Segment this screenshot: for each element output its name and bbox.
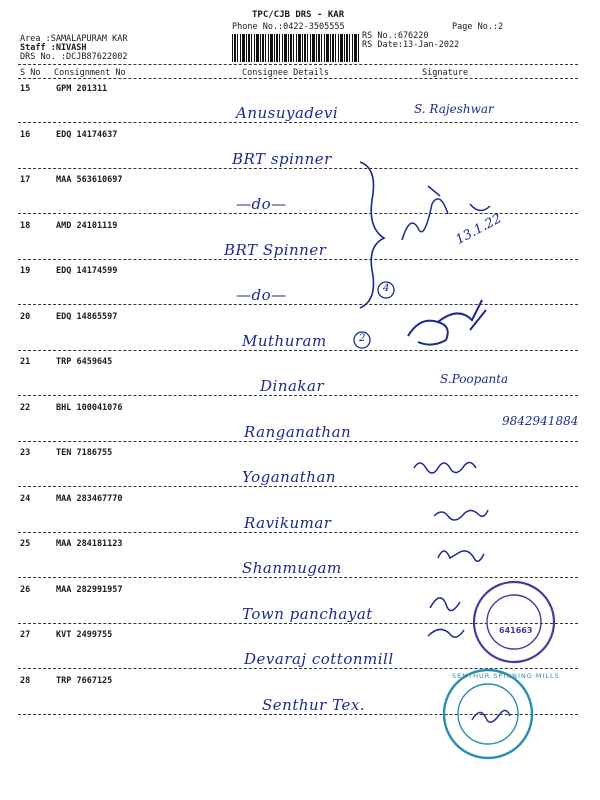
row-consignment-no: TEN 7186755 [56,448,113,458]
col-header-consignment: Consignment No [54,68,126,78]
stamp-code: 641663 [499,626,533,635]
row-consignee-handwritten: Anusuyadevi [236,104,339,122]
row-consignment-no: KVT 2499755 [56,630,113,640]
scribble-signature-6 [428,598,464,637]
row-consignment-no: MAA 563610697 [56,175,123,185]
col-header-sno: S No [20,68,41,78]
drs-number: DRS No. :DCJB87622002 [20,52,128,62]
row-sno: 27 [20,630,31,640]
phone-number: Phone No.:0422-3505555 [232,22,345,32]
row-consignee-handwritten: —do— [236,195,287,213]
row-consignment-no: EDQ 14865597 [56,311,118,322]
town-panchayat-stamp [474,582,554,662]
row-consignee-handwritten: Ranganathan [244,422,352,441]
staff-label: Staff :NIVASH [20,43,87,53]
scribble-signature-5 [438,551,484,561]
row-signature: S. Rajeshwar [414,102,494,116]
row-consignee-handwritten: Dinakar [260,377,325,395]
row-sno: 16 [20,129,31,140]
row-consignee-handwritten: Devaraj cottonmill [244,650,394,668]
row-sno: 17 [20,175,31,185]
row-sno: 18 [20,220,31,231]
row-sno: 19 [20,266,31,276]
area-label: Area :SAMALAPURAM KAR [20,34,128,44]
row-sno: 21 [20,357,31,367]
row-consignment-no: EDQ 14174599 [56,266,118,276]
row-consignee-handwritten: —do— [236,286,287,304]
row-consignee-handwritten: BRT spinner [232,149,332,168]
row-sno: 25 [20,539,31,549]
row-sno: 15 [20,84,31,94]
rs-number: RS No.:676220 [362,31,429,41]
group-count-mark: 4 [383,283,390,294]
row-sno: 26 [20,584,31,595]
row-sno: 24 [20,493,31,504]
col-header-consignee: Consignee Details [242,68,329,78]
col-header-signature: Signature [422,68,469,78]
row-consignee-handwritten: Shanmugam [242,559,342,577]
row-consignee-handwritten: Senthur Tex. [262,695,366,714]
row-consignment-no: MAA 284181123 [56,539,123,549]
row-consignment-no: TRP 7667125 [56,675,113,686]
row-consignment-no: MAA 282991957 [56,584,123,595]
delivery-date-note: 13.1.22 [453,211,505,248]
row-consignment-no: AMD 24101119 [56,220,118,231]
row-consignment-no: MAA 283467770 [56,493,123,504]
scribble-signature-2 [408,300,486,345]
row-consignee-handwritten: BRT Spinner [224,240,327,259]
row-consignment-no: EDQ 14174637 [56,129,118,140]
row-sno: 28 [20,675,31,686]
group-bracket [360,162,384,308]
page-number: Page No.:2 [452,22,504,32]
row-consignee-handwritten: Yoganathan [242,468,337,486]
row-sno: 20 [20,311,31,322]
mill-stamp [444,670,532,758]
row-consignee-handwritten: Muthuram [242,331,327,350]
row-sno: 22 [20,402,31,413]
scribble-signature-3 [414,462,476,473]
row-consignee-handwritten: Ravikumar [244,513,332,532]
row-signature: S.Poopanta [440,372,509,386]
scribble-signature-4 [434,510,488,520]
mill-stamp-label: SENTHUR SPINNING MILLS [452,672,560,680]
row-consignment-no: BHL 100041076 [56,402,123,413]
row-consignment-no: TRP 6459645 [56,357,113,367]
document-title: TPC/CJB DRS - KAR [252,10,345,20]
row-sno: 23 [20,448,31,458]
rs-date: RS Date:13-Jan-2022 [362,40,460,50]
row-signature: 9842941884 [502,414,579,428]
row-consignee-handwritten: Town panchayat [242,604,373,623]
row-consignment-no: GPM 201311 [56,84,108,94]
muthuram-count-mark: 2 [359,333,366,344]
